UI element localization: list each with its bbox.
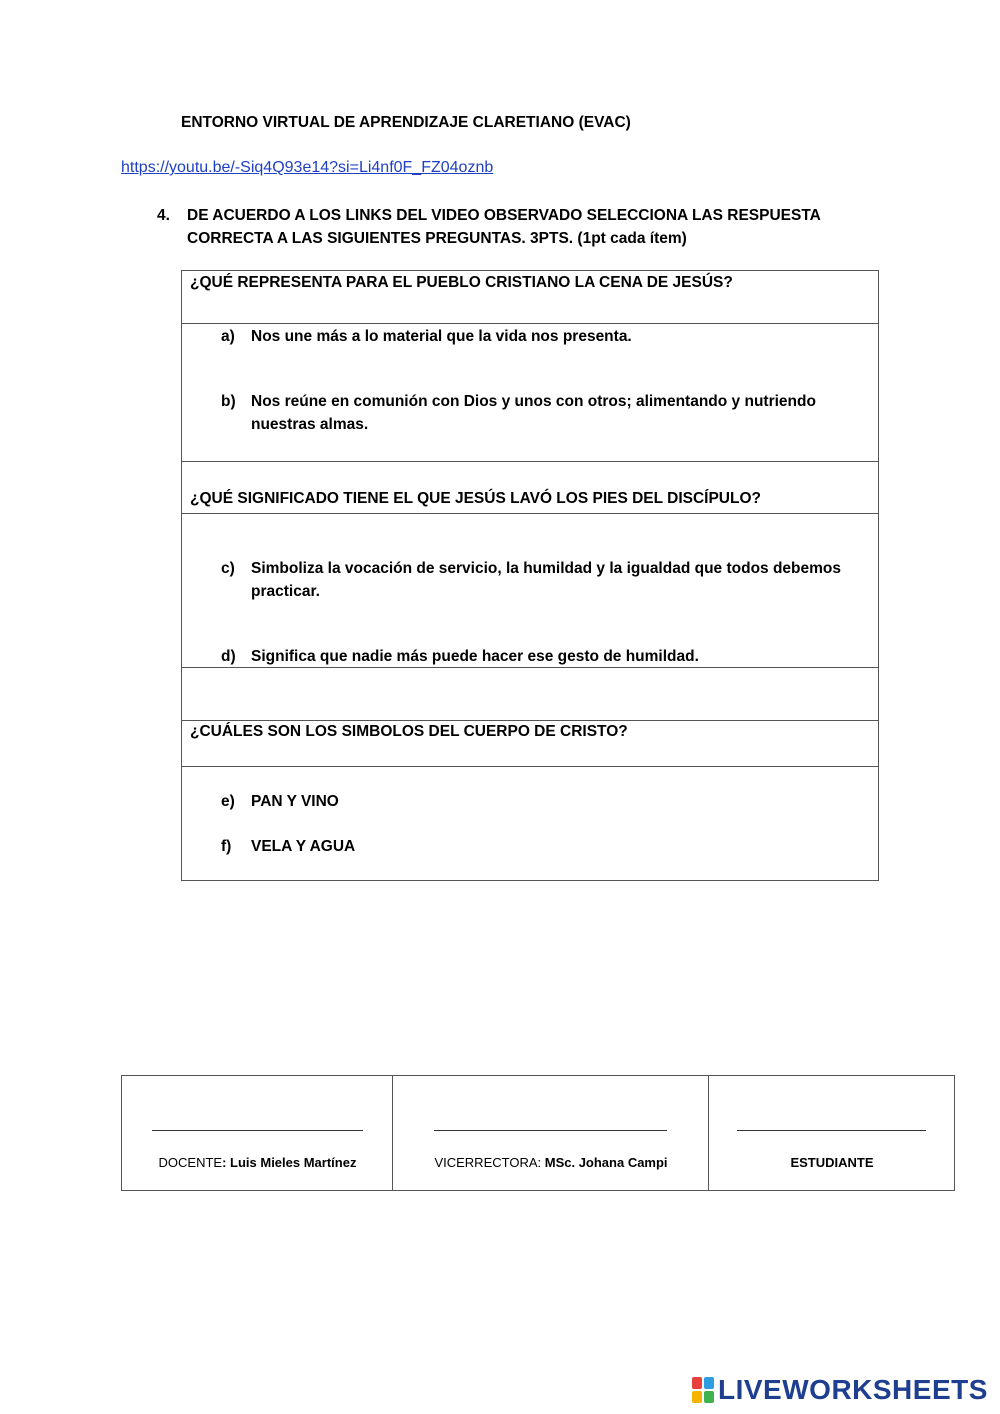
vicerrectora-name: MSc. Johana Campi: [544, 1155, 668, 1170]
instruction-line-1: DE ACUERDO A LOS LINKS DEL VIDEO OBSERVADO SELECCIONA LAS RESPUESTA: [187, 207, 821, 224]
option-letter: f): [221, 838, 232, 855]
estudiante-label: [709, 1155, 955, 1170]
instruction-number: 4.: [157, 207, 170, 224]
option-letter: e): [221, 793, 235, 810]
option-text: PAN Y VINO: [251, 793, 339, 810]
question-3: ¿CUÁLES SON LOS SIMBOLOS DEL CUERPO DE CRISTO?: [190, 723, 628, 740]
option-text: VELA Y AGUA: [251, 838, 356, 855]
option-letter: a): [221, 328, 235, 345]
liveworksheets-logo: [692, 1374, 988, 1406]
row-divider: [182, 323, 878, 324]
row-divider: [182, 766, 878, 767]
option-text: Nos une más a lo material que la vida nos presenta.: [251, 328, 632, 345]
option-letter: c): [221, 560, 235, 577]
row-divider: [182, 461, 878, 462]
liveworksheets-logo-icon: [692, 1377, 714, 1403]
option-letter: b): [221, 393, 236, 410]
signature-line: [737, 1130, 926, 1131]
logo-square-1: [692, 1377, 702, 1389]
question-1: ¿QUÉ REPRESENTA PARA EL PUEBLO CRISTIANO LA CENA DE JESÚS?: [190, 274, 733, 291]
option-text: Nos reúne en comunión con Dios y unos con otros; alimentando y nutriendo nuestras almas.: [251, 393, 816, 433]
estudiante-cell: [709, 1076, 955, 1190]
row-divider: [182, 720, 878, 721]
option-text: Simboliza la vocación de servicio, la humildad y la igualdad que todos debemos practicar.: [251, 560, 842, 600]
question-2: ¿QUÉ SIGNIFICADO TIENE EL QUE JESÚS LAVÓ LOS PIES DEL DISCÍPULO?: [190, 490, 761, 507]
option-letter: d): [221, 648, 236, 665]
signature-line: [434, 1130, 667, 1131]
signature-line: [152, 1130, 363, 1131]
docente-label: [122, 1155, 393, 1170]
video-link[interactable]: https://youtu.be/-Siq4Q93e14?si=Li4nf0F_FZ04oznb: [121, 159, 494, 176]
signature-table: [121, 1075, 955, 1191]
instruction-text: [187, 204, 847, 250]
docente-name: : Luis Mieles Martínez: [222, 1155, 357, 1170]
row-divider: [182, 513, 878, 514]
vicerrectora-role: VICERRECTORA:: [434, 1155, 545, 1170]
row-divider: [182, 667, 878, 668]
estudiante-role: ESTUDIANTE: [790, 1155, 874, 1170]
logo-square-2: [704, 1377, 714, 1389]
questions-table: [181, 270, 879, 881]
logo-text: LIVEWORKSHEETS: [718, 1374, 988, 1405]
docente-cell: [122, 1076, 393, 1190]
vicerrectora-label: [393, 1155, 709, 1170]
page-title: ENTORNO VIRTUAL DE APRENDIZAJE CLARETIANO (EVAC): [181, 114, 631, 131]
option-text: Significa que nadie más puede hacer ese gesto de humildad.: [251, 648, 699, 665]
logo-square-3: [692, 1391, 702, 1403]
vicerrectora-cell: [393, 1076, 709, 1190]
docente-role: DOCENTE: [158, 1155, 223, 1170]
instruction-line-2: CORRECTA A LAS SIGUIENTES PREGUNTAS. 3PTS. (1pt cada ítem): [187, 230, 687, 247]
logo-square-4: [704, 1391, 714, 1403]
